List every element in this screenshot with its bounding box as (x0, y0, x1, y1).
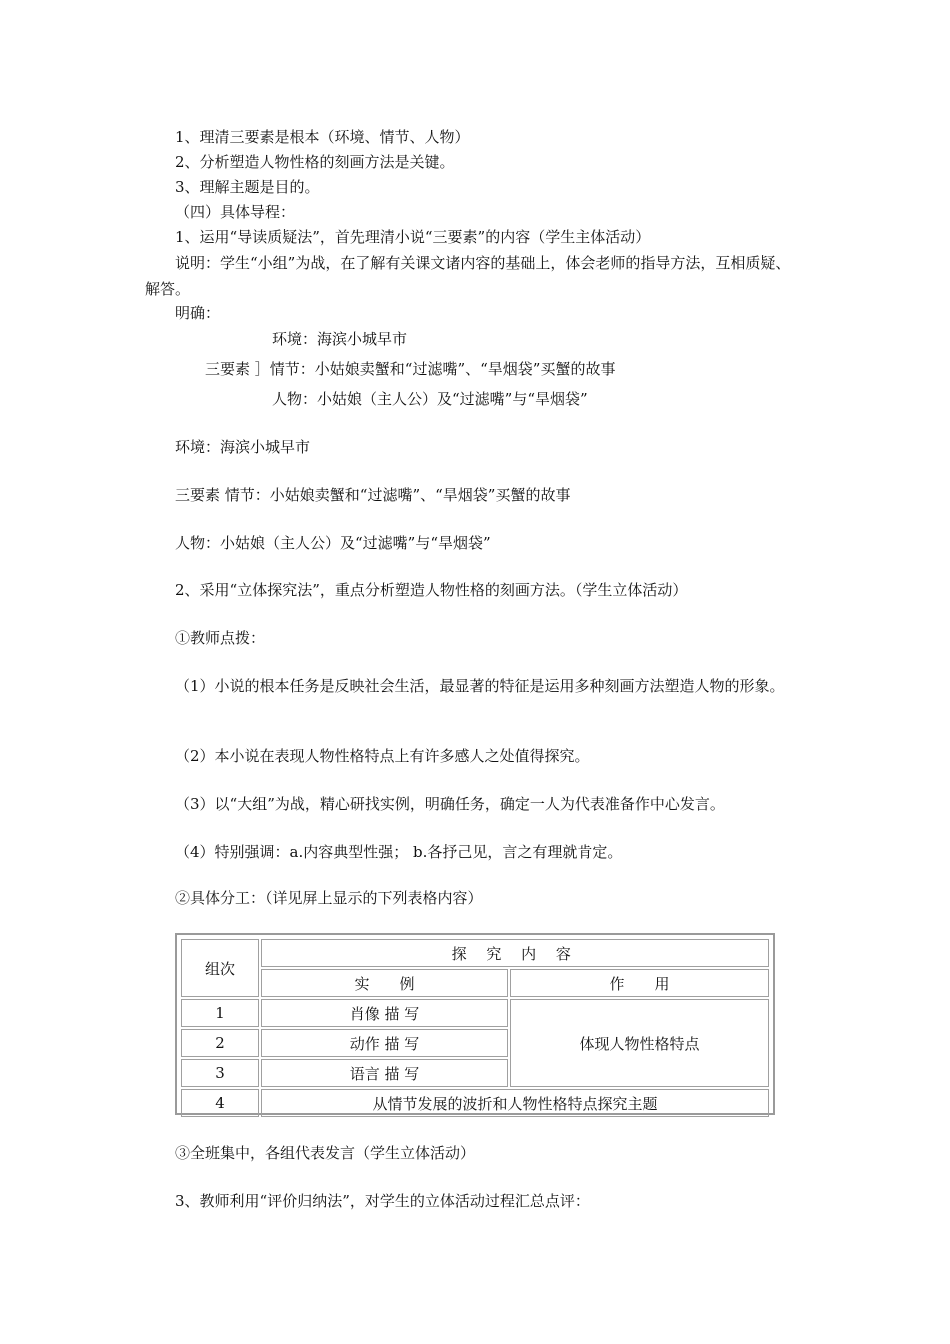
section-heading: （四）具体导程： (175, 203, 296, 221)
repeat-plot: 三要素 情节：小姑娘卖蟹和“过滤嘴”、“旱烟袋”买蟹的故事 (175, 486, 571, 504)
step-2: 2、采用“立体探究法”，重点分析塑造人物性格的刻画方法。（学生立体活动） (175, 581, 688, 599)
guide-item-1: （1）小说的根本任务是反映社会生活，最显著的特征是运用多种刻画方法塑造人物的形象。 (175, 677, 785, 695)
row-number: 4 (181, 1089, 259, 1117)
header-example: 实 例 (261, 969, 508, 997)
effect-cell: 体现人物性格特点 (510, 999, 769, 1087)
repeat-environment: 环境：海滨小城早市 (175, 438, 311, 456)
repeat-characters: 人物：小姑娘（主人公）及“过滤嘴”与“旱烟袋” (175, 534, 491, 552)
point-1: 1、理清三要素是根本（环境、情节、人物） (175, 128, 470, 146)
row-number: 1 (181, 999, 259, 1027)
header-group: 组次 (181, 939, 259, 997)
teacher-guide: ①教师点拨： (175, 629, 266, 647)
step-1: 1、运用“导读质疑法”，首先理清小说“三要素”的内容（学生主体活动） (175, 228, 651, 246)
mingque-label: 明确： (175, 304, 221, 322)
row-number: 2 (181, 1029, 259, 1057)
row-example: 动作 描 写 (261, 1029, 508, 1057)
row4-theme: 从情节发展的波折和人物性格特点探究主题 (261, 1089, 769, 1117)
header-content: 探 究 内 容 (261, 939, 769, 967)
row-example: 语言 描 写 (261, 1059, 508, 1087)
diagram-environment: 环境：海滨小城早市 (272, 330, 408, 348)
division-heading: ②具体分工：（详见屏上显示的下列表格内容） (175, 889, 483, 907)
note-paragraph: 说明：学生“小组”为战，在了解有关课文诸内容的基础上，体会老师的指导方法，互相质疑、解答。 (145, 254, 791, 298)
point-2: 2、分析塑造人物性格的刻画方法是关键。 (175, 153, 455, 171)
header-effect: 作 用 (510, 969, 769, 997)
row-number: 3 (181, 1059, 259, 1087)
guide-item-3: （3）以“大组”为战，精心研找实例，明确任务，确定一人为代表准备作中心发言。 (175, 795, 725, 813)
guide-item-2: （2）本小说在表现人物性格特点上有许多感人之处值得探究。 (175, 747, 590, 765)
task-table (175, 933, 775, 1115)
guide-item-4: （4）特别强调：a.内容典型性强； b.各抒己见，言之有理就肯定。 (175, 843, 623, 861)
point-3: 3、理解主题是目的。 (175, 178, 320, 196)
row-example: 肖像 描 写 (261, 999, 508, 1027)
diagram-characters: 人物：小姑娘（主人公）及“过滤嘴”与“旱烟袋” (272, 390, 588, 408)
diagram-plot: 三要素 ］情节：小姑娘卖蟹和“过滤嘴”、“旱烟袋”买蟹的故事 (205, 360, 616, 378)
step-3: 3、教师利用“评价归纳法”，对学生的立体活动过程汇总点评： (175, 1192, 590, 1210)
whole-class: ③全班集中，各组代表发言（学生立体活动） (175, 1144, 476, 1162)
